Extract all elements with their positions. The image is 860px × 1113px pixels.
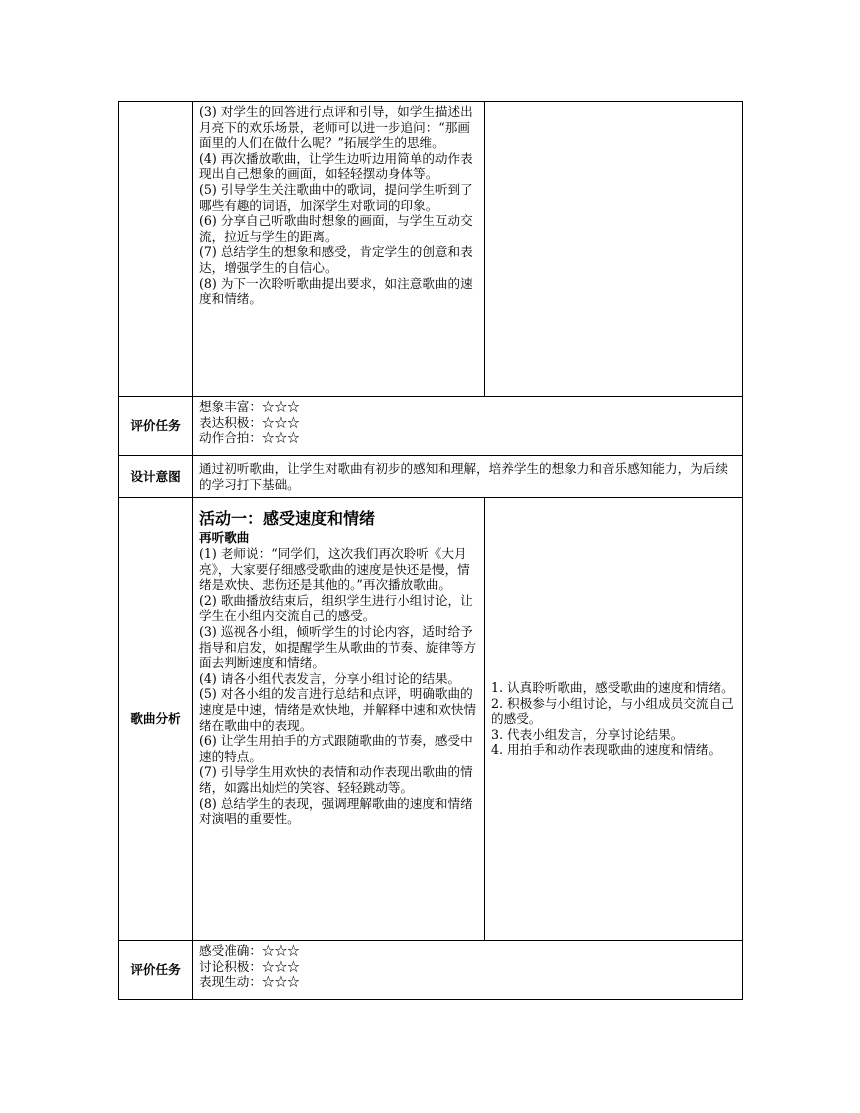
evaluation-item: 讨论积极：☆☆☆ bbox=[199, 958, 300, 974]
evaluation-item: 表达积极：☆☆☆ bbox=[199, 414, 300, 430]
student-step: 3. 代表小组发言，分享讨论结果。 bbox=[491, 726, 684, 742]
teacher-step: (5) 对各小组的发言进行总结和点评，明确歌曲的速度是中速，情绪是欢快地，并解释中速和欢快情绪在歌曲中的表现。 bbox=[199, 686, 477, 733]
evaluation-item: 想象丰富：☆☆☆ bbox=[199, 399, 300, 414]
continued-label-cell bbox=[119, 102, 193, 397]
song-analysis-row bbox=[119, 498, 743, 941]
teacher-step: (7) 总结学生的想象和感受，肯定学生的创意和表达，增强学生的自信心。 bbox=[199, 244, 473, 275]
teacher-step: (5) 引导学生关注歌曲中的歌词，提问学生听到了哪些有趣的词语，加深学生对歌词的印象。 bbox=[199, 181, 473, 213]
teacher-step: (6) 让学生用拍手的方式跟随歌曲的节奏，感受中速的特点。 bbox=[199, 733, 473, 764]
teacher-step: (8) 为下一次聆听歌曲提出要求，如注意歌曲的速度和情绪。 bbox=[199, 275, 473, 307]
lesson-plan-table bbox=[118, 101, 743, 1000]
evaluation-row-2 bbox=[119, 941, 743, 1000]
evaluation-item: 表现生动：☆☆☆ bbox=[199, 974, 300, 990]
design-intent-row bbox=[119, 456, 743, 498]
teacher-step: (8) 总结学生的表现，强调理解歌曲的速度和情绪对演唱的重要性。 bbox=[199, 795, 473, 827]
teacher-step: (3) 对学生的回答进行点评和引导，如学生描述出月亮下的欢乐场景，老师可以进一步追问：“那画面里的人们在做什么呢？”拓展学生的思维。 bbox=[199, 104, 473, 151]
evaluation-item: 动作合拍：☆☆☆ bbox=[199, 430, 300, 446]
activity-subtitle: 再听歌曲 bbox=[199, 530, 250, 545]
design-intent-label: 设计意图 bbox=[119, 456, 193, 498]
student-step: 1. 认真聆听歌曲，感受歌曲的速度和情绪。 bbox=[491, 680, 734, 696]
teacher-step: (6) 分享自己听歌曲时想象的画面，与学生互动交流，拉近与学生的距离。 bbox=[199, 213, 473, 244]
teacher-step: (4) 请各小组代表发言，分享小组讨论的结果。 bbox=[199, 670, 461, 686]
evaluation-label: 评价任务 bbox=[119, 397, 193, 456]
evaluation-row-1 bbox=[119, 397, 743, 456]
analysis-student-cell bbox=[485, 498, 743, 941]
continued-row bbox=[119, 102, 743, 397]
evaluation-items-cell bbox=[193, 941, 743, 1000]
student-step: 2. 积极参与小组讨论，与小组成员交流自己的感受。 bbox=[491, 695, 734, 727]
evaluation-item: 感受准确：☆☆☆ bbox=[199, 943, 300, 958]
student-step: 4. 用拍手和动作表现歌曲的速度和情绪。 bbox=[491, 742, 722, 758]
activity-title: 活动一：感受速度和情绪 bbox=[199, 509, 376, 528]
teacher-step: (4) 再次播放歌曲，让学生边听边用简单的动作表现出自己想象的画面，如轻轻摆动身体等。 bbox=[199, 150, 473, 182]
teacher-step: (2) 歌曲播放结束后，组织学生进行小组讨论，让学生在小组内交流自己的感受。 bbox=[199, 592, 473, 624]
analysis-teacher-cell bbox=[193, 498, 485, 941]
teacher-step: (7) 引导学生用欢快的表情和动作表现出歌曲的情绪，如露出灿烂的笑容、轻轻跳动等。 bbox=[199, 764, 473, 795]
teacher-step: (3) 巡视各小组，倾听学生的讨论内容，适时给予指导和启发，如提醒学生从歌曲的节奏、旋律等方面去判断速度和情绪。 bbox=[199, 623, 477, 671]
song-analysis-label: 歌曲分析 bbox=[119, 498, 193, 941]
evaluation-items-cell bbox=[193, 397, 743, 456]
continued-student-cell bbox=[485, 102, 743, 397]
continued-teacher-cell bbox=[193, 102, 485, 397]
teacher-step: (1) 老师说：“同学们，这次我们再次聆听《大月亮》，大家要仔细感受歌曲的速度是快还是慢，情绪是欢快、悲伤还是其他的。”再次播放歌曲。 bbox=[199, 546, 470, 593]
design-intent-text: 通过初听歌曲，让学生对歌曲有初步的感知和理解，培养学生的想象力和音乐感知能力，为后续的学习打下基础。 bbox=[193, 456, 743, 498]
evaluation-label: 评价任务 bbox=[119, 941, 193, 1000]
